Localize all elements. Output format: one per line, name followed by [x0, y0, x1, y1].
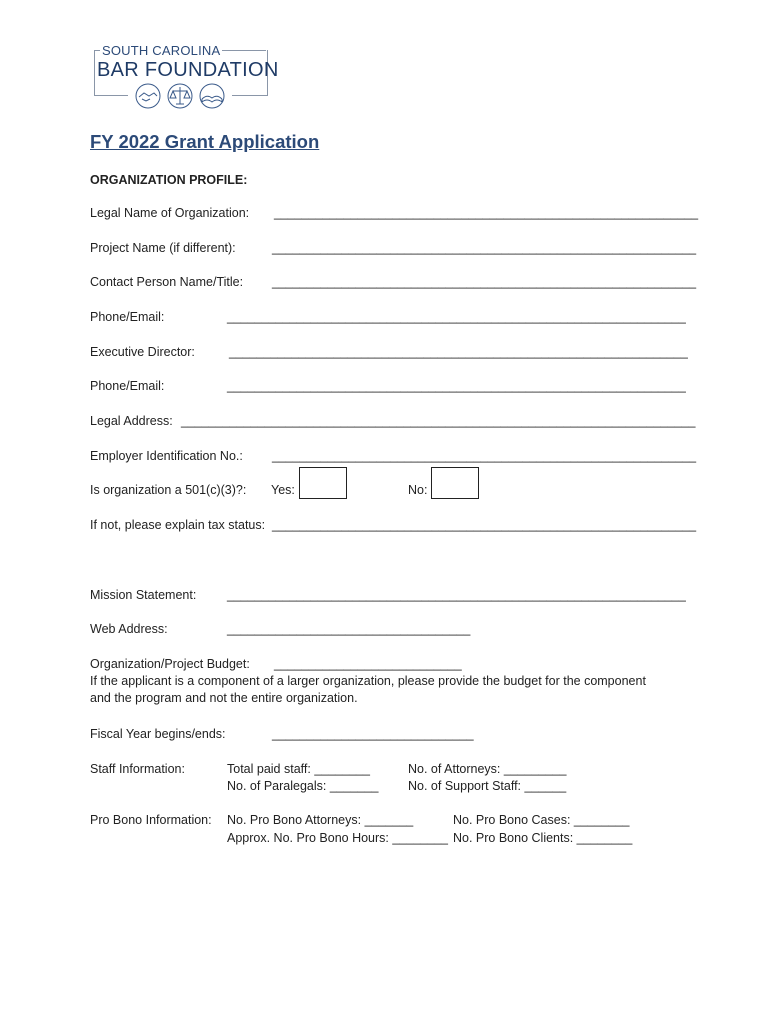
executive-director-field[interactable]: __________________________________________________________________ — [229, 345, 688, 359]
logo-main-text: BAR FOUNDATION — [97, 59, 279, 81]
tax-status-label: If not, please explain tax status: — [90, 518, 266, 532]
logo-top-text: SOUTH CAROLINA — [102, 43, 221, 58]
page-title: FY 2022 Grant Application — [90, 131, 320, 152]
web-address-label: Web Address: — [90, 622, 168, 636]
legal-name-label: Legal Name of Organization: — [90, 206, 250, 220]
501c3-label: Is organization a 501(c)(3)?: — [90, 483, 247, 497]
handshake-icon — [136, 84, 160, 108]
pro-bono-cases-field[interactable]: No. Pro Bono Cases: ________ — [453, 813, 630, 827]
pro-bono-hours-field[interactable]: Approx. No. Pro Bono Hours: ________ — [227, 831, 448, 845]
budget-note-line-1: If the applicant is a component of a larger organization, please provide the budget for the component — [90, 674, 646, 688]
book-icon — [200, 84, 224, 108]
attorneys-field[interactable]: No. of Attorneys: _________ — [408, 762, 567, 776]
scales-icon — [168, 84, 192, 108]
director-phone-email-field[interactable]: __________________________________________________________________ — [227, 379, 686, 393]
tax-status-field[interactable]: _____________________________________________________________ — [272, 518, 697, 532]
section-heading: ORGANIZATION PROFILE: — [90, 173, 248, 187]
pro-bono-attorneys-field[interactable]: No. Pro Bono Attorneys: _______ — [227, 813, 414, 827]
budget-field[interactable]: ___________________________ — [274, 657, 462, 671]
legal-name-field[interactable]: _____________________________________________________________ — [274, 206, 699, 220]
legal-address-field[interactable]: __________________________________________________________________________ — [181, 414, 696, 428]
executive-director-label: Executive Director: — [90, 345, 195, 359]
no-checkbox[interactable] — [431, 467, 479, 499]
contact-person-label: Contact Person Name/Title: — [90, 275, 244, 289]
fiscal-year-label: Fiscal Year begins/ends: — [90, 727, 226, 741]
mission-field[interactable]: __________________________________________________________________ — [227, 588, 686, 602]
no-label: No: — [408, 483, 428, 497]
project-name-field[interactable]: _____________________________________________________________ — [272, 241, 697, 255]
phone-email-field[interactable]: __________________________________________________________________ — [227, 310, 686, 324]
contact-person-field[interactable]: _____________________________________________________________ — [272, 275, 697, 289]
support-staff-field[interactable]: No. of Support Staff: ______ — [408, 779, 567, 793]
total-paid-staff-field[interactable]: Total paid staff: ________ — [227, 762, 370, 776]
budget-note-line-2: and the program and not the entire organization. — [90, 691, 358, 705]
director-phone-email-label: Phone/Email: — [90, 379, 165, 393]
ein-field[interactable]: _____________________________________________________________ — [272, 449, 697, 463]
yes-checkbox[interactable] — [299, 467, 347, 499]
pro-bono-clients-field[interactable]: No. Pro Bono Clients: ________ — [453, 831, 633, 845]
legal-address-label: Legal Address: — [90, 414, 173, 428]
staff-info-label: Staff Information: — [90, 762, 185, 776]
ein-label: Employer Identification No.: — [90, 449, 243, 463]
logo-icons — [128, 82, 232, 110]
paralegals-field[interactable]: No. of Paralegals: _______ — [227, 779, 379, 793]
web-address-field[interactable]: ___________________________________ — [227, 622, 471, 636]
phone-email-label: Phone/Email: — [90, 310, 165, 324]
project-name-label: Project Name (if different): — [90, 241, 236, 255]
mission-label: Mission Statement: — [90, 588, 197, 602]
budget-label: Organization/Project Budget: — [90, 657, 250, 671]
yes-label: Yes: — [271, 483, 295, 497]
fiscal-year-field[interactable]: _____________________________ — [272, 727, 474, 741]
pro-bono-label: Pro Bono Information: — [90, 813, 212, 827]
